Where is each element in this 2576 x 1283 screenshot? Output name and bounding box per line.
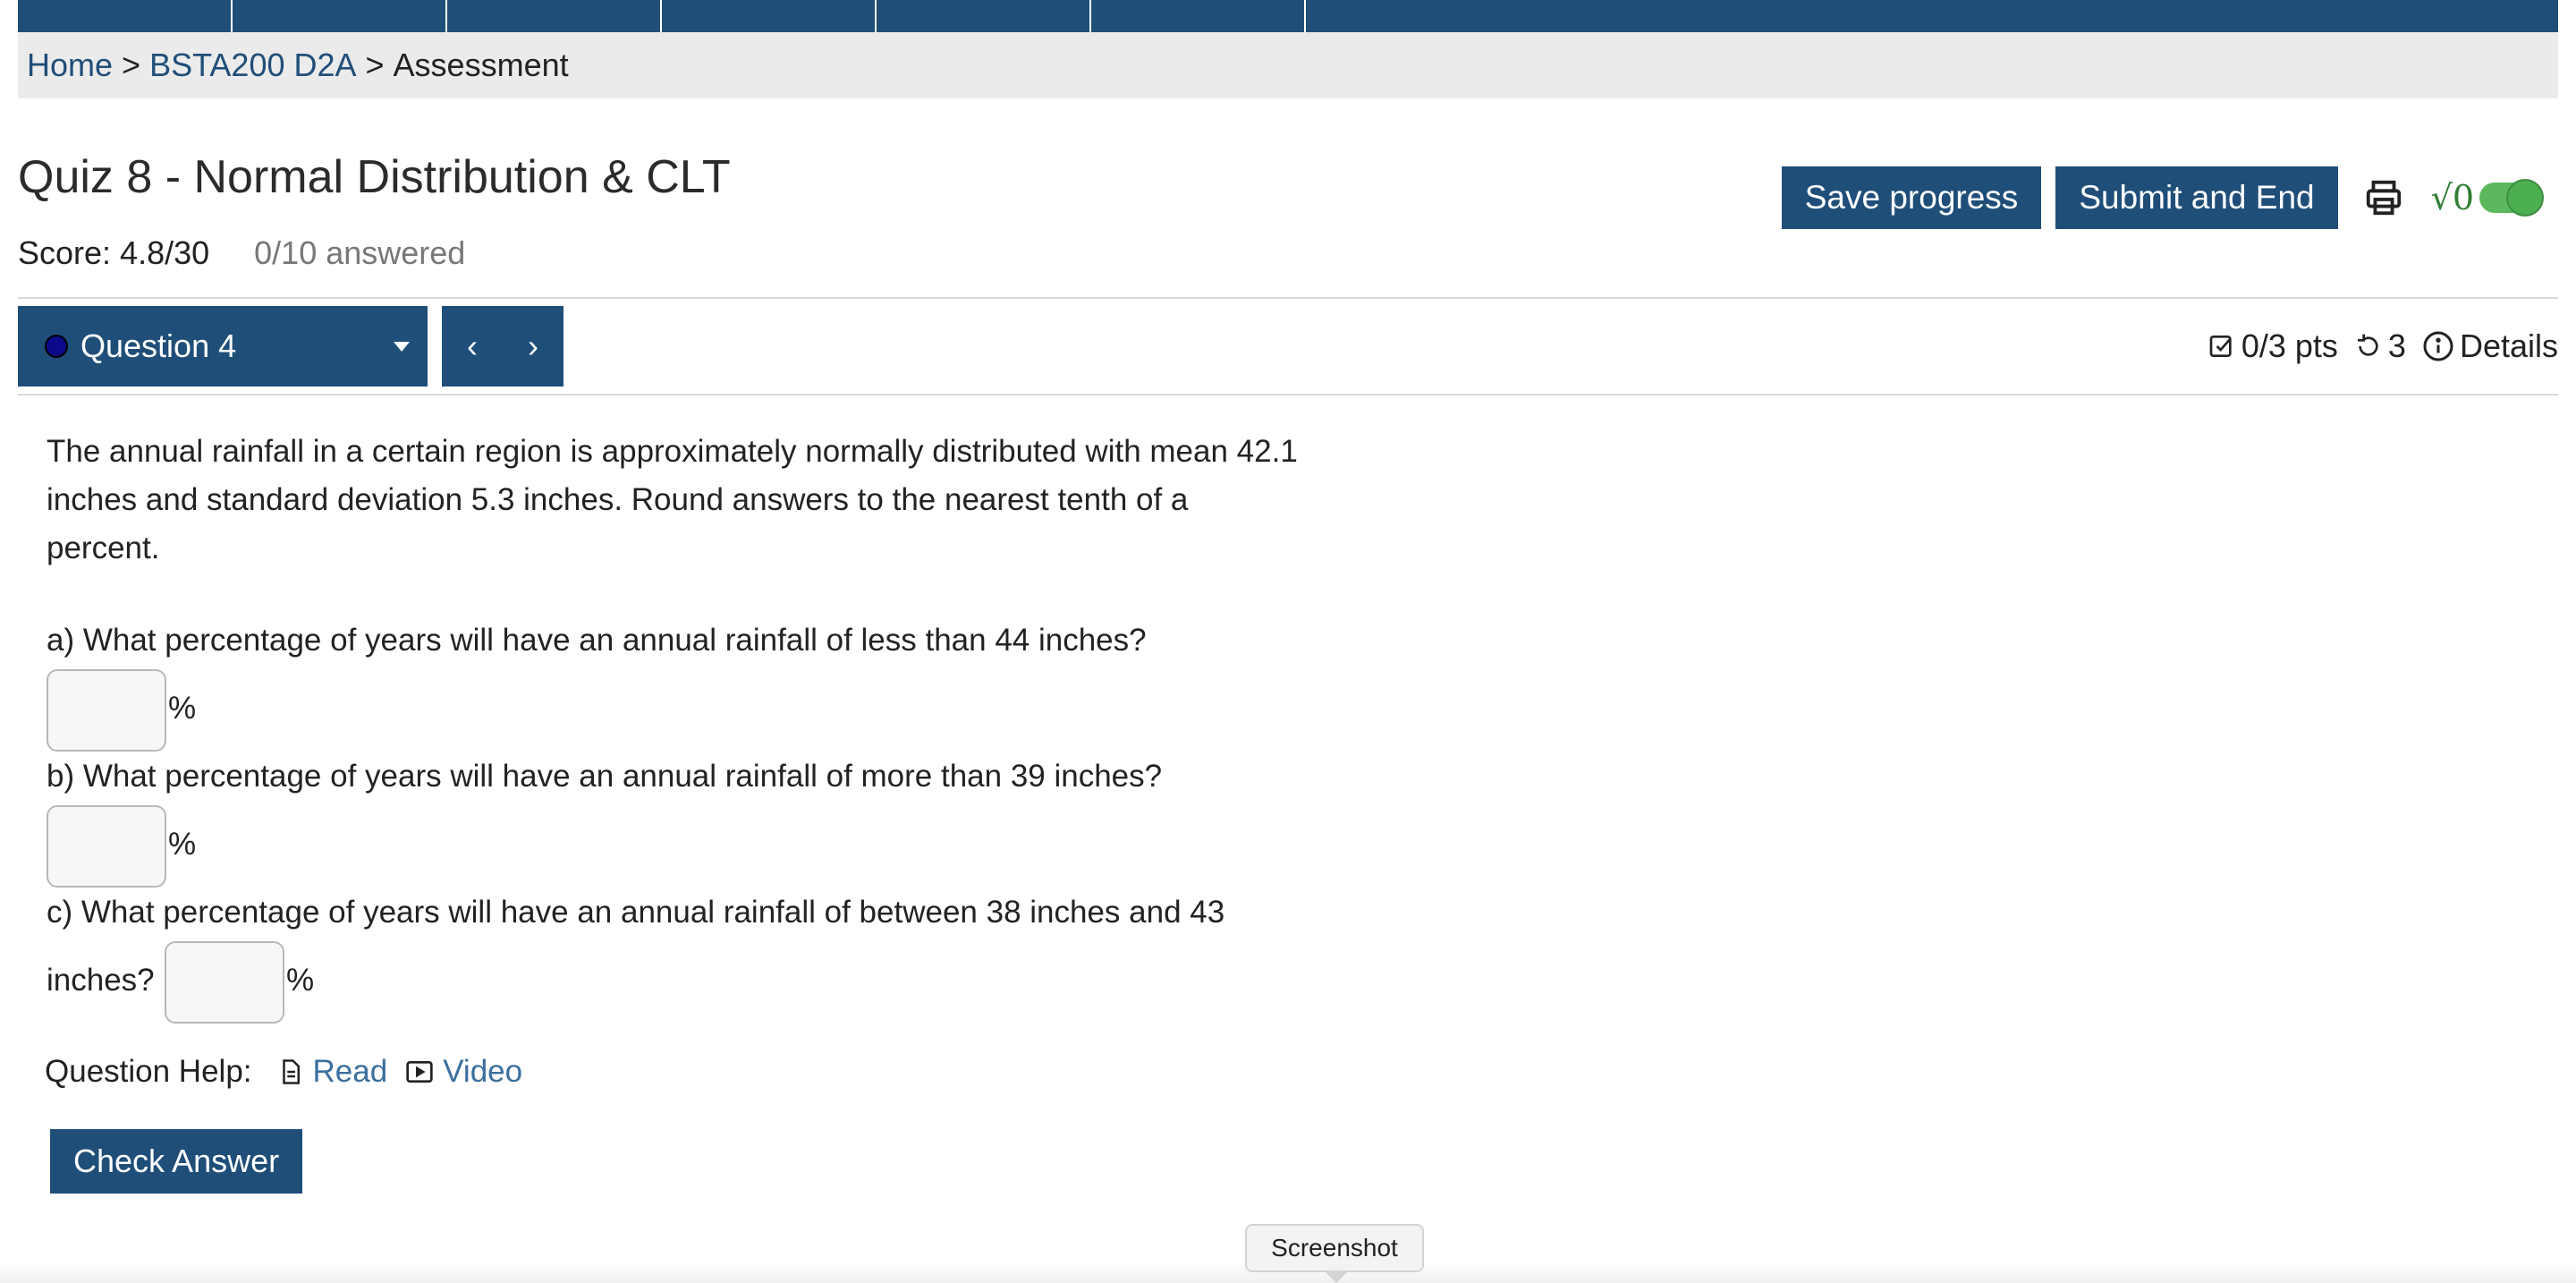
question-part-b: b) What percentage of years will have an annual rainfall of more than 39 inches? (47, 759, 1163, 794)
retries-count: 3 (2387, 327, 2406, 364)
math-entry-label: √0 (2430, 178, 2474, 217)
print-icon[interactable] (2363, 177, 2404, 218)
breadcrumb (18, 32, 2558, 98)
percent-sign: % (286, 963, 315, 998)
breadcrumb-home-link[interactable]: Home (27, 47, 114, 83)
top-nav-segment[interactable] (233, 0, 447, 32)
read-link-label: Read (312, 1054, 388, 1089)
breadcrumb-course-link[interactable]: BSTA200 D2A (149, 47, 357, 83)
answer-a-input[interactable] (47, 669, 166, 752)
breadcrumb-current: Assessment (393, 47, 569, 83)
check-answer-button[interactable]: Check Answer (50, 1129, 302, 1194)
video-link-label: Video (443, 1054, 523, 1089)
previous-question-button[interactable]: ‹ (467, 327, 478, 364)
question-part-c-continued: inches? (47, 963, 155, 998)
document-icon (277, 1058, 304, 1086)
top-nav-segment[interactable] (877, 0, 1091, 32)
video-icon (405, 1058, 434, 1086)
percent-sign: % (168, 691, 197, 726)
divider (18, 394, 2558, 395)
answered-count: 0/10 answered (254, 234, 466, 271)
screenshot-tooltip: Screenshot (1245, 1224, 1424, 1272)
question-select[interactable] (18, 306, 428, 387)
question-part-c: c) What percentage of years will have an annual rainfall of between 38 inches and 43 (47, 895, 1225, 930)
question-meta (2207, 324, 2558, 369)
retry-icon (2354, 332, 2383, 361)
question-help-label: Question Help: (45, 1054, 252, 1089)
answer-b-input[interactable] (47, 805, 166, 888)
divider (18, 297, 2558, 299)
top-nav-segment[interactable] (447, 0, 662, 32)
video-help-link[interactable] (405, 1054, 522, 1090)
toggle-knob (2506, 179, 2544, 217)
question-text (47, 428, 1299, 573)
read-help-link[interactable] (277, 1054, 388, 1090)
question-part-a: a) What percentage of years will have an annual rainfall of less than 44 inches? (47, 623, 1147, 658)
math-entry-toggle[interactable] (2479, 183, 2540, 213)
answer-c-input[interactable] (165, 941, 284, 1024)
percent-sign: % (168, 827, 197, 862)
question-status-dot (45, 335, 68, 358)
submit-and-end-button[interactable]: Submit and End (2055, 166, 2337, 229)
details-link[interactable]: Details (2459, 327, 2558, 364)
points-text: 0/3 pts (2241, 327, 2338, 364)
top-nav-segment[interactable] (1091, 0, 1306, 32)
question-select-label: Question 4 (80, 327, 237, 364)
question-intro: The annual rainfall in a certain region is approximately normally distributed with mean 42.1 inches and standard deviation 5.3 inches. Round answers to the nearest tenth of a percent. (47, 434, 1298, 565)
checkbox-icon (2207, 332, 2236, 361)
question-pager (442, 306, 564, 387)
top-nav-segment[interactable] (18, 0, 233, 32)
next-question-button[interactable]: › (528, 327, 538, 364)
assessment-actions (1782, 166, 2540, 229)
save-progress-button[interactable]: Save progress (1782, 166, 2042, 229)
breadcrumb-separator: > (365, 47, 385, 83)
breadcrumb-separator: > (122, 47, 141, 83)
score-text: Score: 4.8/30 (18, 234, 210, 271)
chevron-down-icon (394, 342, 410, 352)
score-line (18, 234, 465, 272)
info-icon[interactable] (2422, 330, 2454, 362)
page-title: Quiz 8 - Normal Distribution & CLT (18, 151, 731, 203)
tooltip-arrow (1324, 1270, 1349, 1283)
top-nav-segment[interactable] (662, 0, 877, 32)
question-help (45, 1054, 522, 1090)
top-nav-bar (18, 0, 2558, 32)
top-nav-segment (1306, 0, 2558, 32)
